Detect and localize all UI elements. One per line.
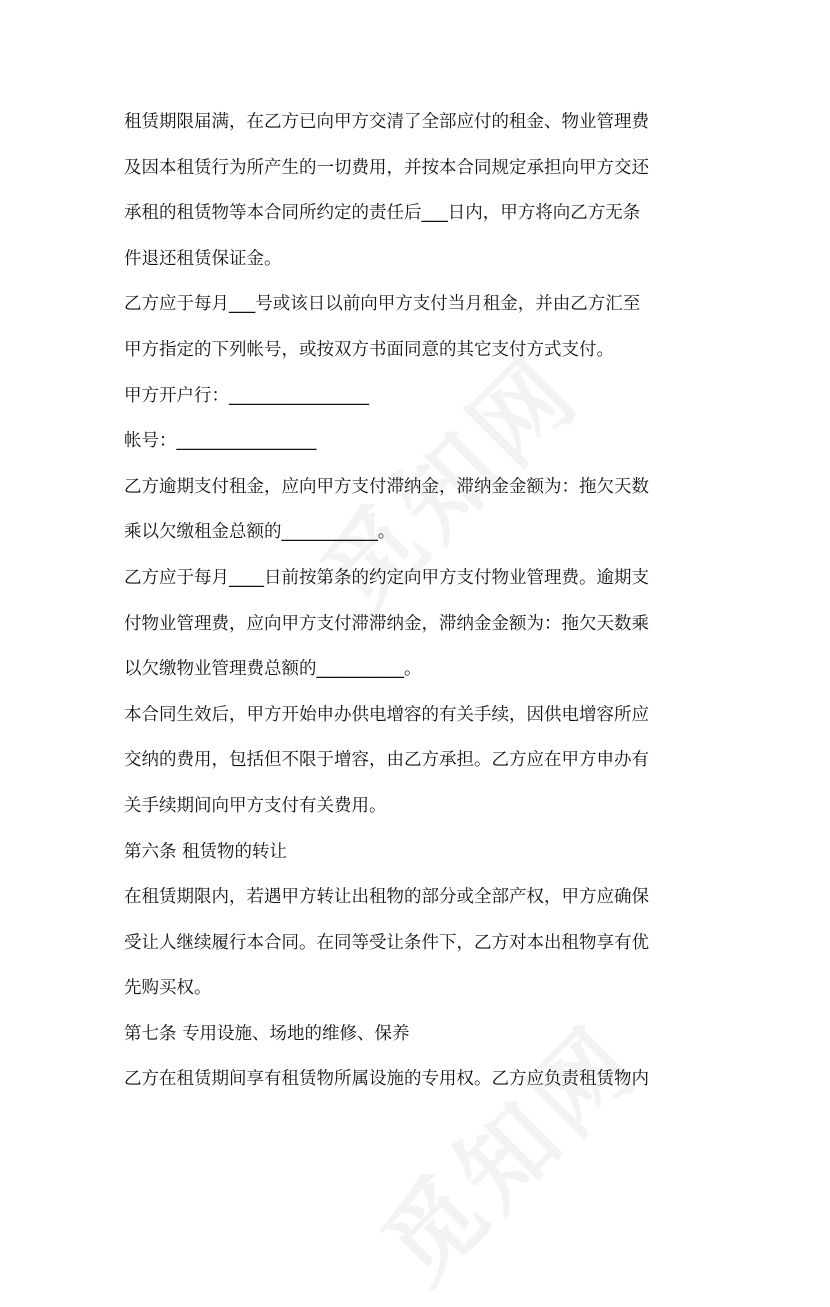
paragraph-line: 先购买权。	[124, 978, 212, 999]
paragraph-line: 及因本租赁行为所产生的一切费用，并按本合同规定承担向甲方交还	[124, 157, 649, 178]
paragraph-line: 甲方指定的下列帐号，或按双方书面同意的其它支付方式支付。	[124, 339, 614, 360]
paragraph-line: 乙方逾期支付租金，应向甲方支付滞纳金，滞纳金金额为：拖欠天数	[124, 476, 649, 497]
paragraph-line: 在租赁期限内，若遇甲方转让出租物的部分或全部产权，甲方应确保	[124, 887, 649, 908]
paragraph-line: 受让人继续履行本合同。在同等受让条件下，乙方对本出租物享有优	[124, 932, 649, 953]
account-field-line: 帐号：________________	[124, 431, 317, 452]
paragraph-line: 租赁期限届满，在乙方已向甲方交清了全部应付的租金、物业管理费	[124, 112, 649, 132]
paragraph-line: 乘以欠缴租金总额的___________。	[124, 522, 396, 543]
section-heading: 第七条 专用设施、场地的维修、保养	[124, 1023, 410, 1044]
paragraph-line: 付物业管理费，应向甲方支付滞滞纳金，滞纳金金额为：拖欠天数乘	[124, 613, 649, 634]
paragraph-line: 以欠缴物业管理费总额的__________。	[124, 659, 422, 680]
document-body	[124, 100, 714, 1103]
bank-field-line: 甲方开户行：________________	[124, 385, 369, 406]
paragraph-line: 乙方应于每月___号或该日以前向甲方支付当月租金，并由乙方汇至	[124, 294, 641, 315]
paragraph-line: 乙方应于每月____日前按第条的约定向甲方支付物业管理费。逾期支	[124, 567, 649, 588]
paragraph-line: 乙方在租赁期间享有租赁物所属设施的专用权。乙方应负责租赁物内	[124, 1069, 649, 1090]
section-heading: 第六条 租赁物的转让	[124, 841, 288, 862]
paragraph-line: 承租的租赁物等本合同所约定的责任后___日内，甲方将向乙方无条	[124, 203, 641, 224]
paragraph-line: 交纳的费用，包括但不限于增容，由乙方承担。乙方应在甲方申办有	[124, 750, 649, 771]
paragraph-line: 关手续期间向甲方支付有关费用。	[124, 795, 387, 816]
paragraph-line: 本合同生效后，甲方开始申办供电增容的有关手续，因供电增容所应	[124, 704, 649, 725]
paragraph-line: 件退还租赁保证金。	[124, 248, 282, 269]
